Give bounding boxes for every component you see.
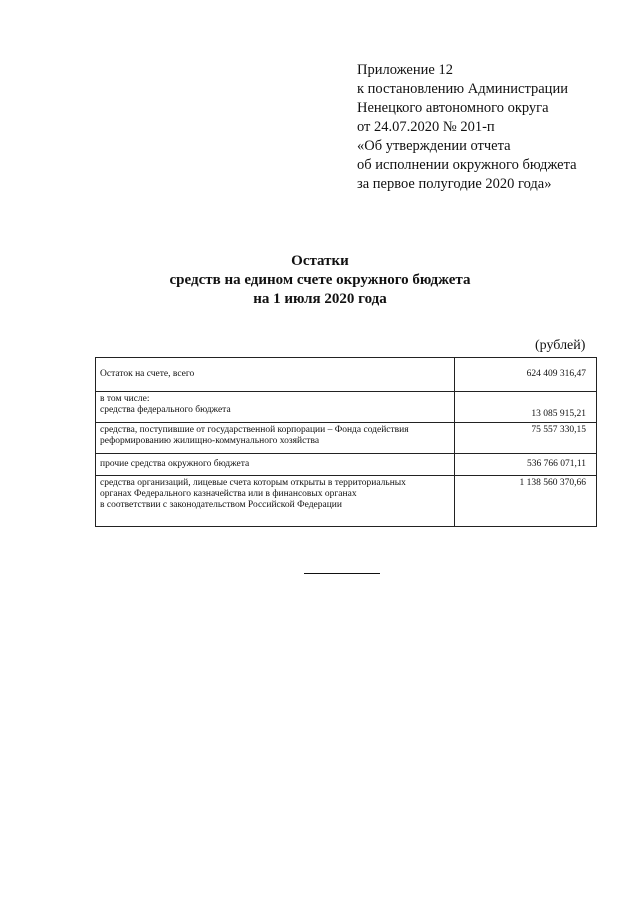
row-label xyxy=(96,423,455,454)
annex-line: к постановлению Администрации xyxy=(357,81,568,97)
annex-line: «Об утверждении отчета xyxy=(357,138,511,154)
annex-line: от 24.07.2020 № 201-п xyxy=(357,119,495,135)
row-label-line: средства, поступившие от государственной корпорации – Фонда содействия xyxy=(100,425,409,435)
row-label-line: средства федерального бюджета xyxy=(100,405,231,415)
title-line: Остатки xyxy=(291,253,349,269)
row-amount: 1 138 560 370,66 xyxy=(455,476,597,527)
row-label xyxy=(96,454,455,476)
annex-block xyxy=(357,61,627,194)
annex-line: Приложение 12 xyxy=(357,62,453,78)
closing-rule-divider xyxy=(304,573,380,574)
row-label-line: реформированию жилищно-коммунального хозяйства xyxy=(100,436,320,446)
balances-table xyxy=(95,357,597,527)
row-label xyxy=(96,358,455,392)
table-row xyxy=(96,476,597,527)
table-row xyxy=(96,358,597,392)
annex-line: об исполнении окружного бюджета xyxy=(357,157,577,173)
table-row xyxy=(96,423,597,454)
units-label: (рублей) xyxy=(535,338,586,353)
row-label-line: в том числе: xyxy=(100,394,150,404)
row-amount: 75 557 330,15 xyxy=(455,423,597,454)
title-line: средств на едином счете окружного бюджета xyxy=(169,272,471,288)
row-label-line: Остаток на счете, всего xyxy=(100,369,195,379)
document-title xyxy=(0,252,640,309)
row-label-line: прочие средства окружного бюджета xyxy=(100,459,250,469)
annex-line: Ненецкого автономного округа xyxy=(357,100,549,116)
row-label-line: средства организаций, лицевые счета которым открыты в территориальных xyxy=(100,478,406,488)
row-label-line: органах Федерального казначейства или в финансовых органах xyxy=(100,489,357,499)
row-label xyxy=(96,476,455,527)
table-row xyxy=(96,454,597,476)
title-line: на 1 июля 2020 года xyxy=(253,291,387,307)
row-amount: 536 766 071,11 xyxy=(455,454,597,476)
row-label xyxy=(96,392,455,423)
row-amount: 624 409 316,47 xyxy=(455,358,597,392)
annex-line: за первое полугодие 2020 года» xyxy=(357,176,552,192)
table-row xyxy=(96,392,597,423)
row-amount: 13 085 915,21 xyxy=(455,392,597,423)
row-label-line: в соответствии с законодательством Российской Федерации xyxy=(100,500,342,510)
